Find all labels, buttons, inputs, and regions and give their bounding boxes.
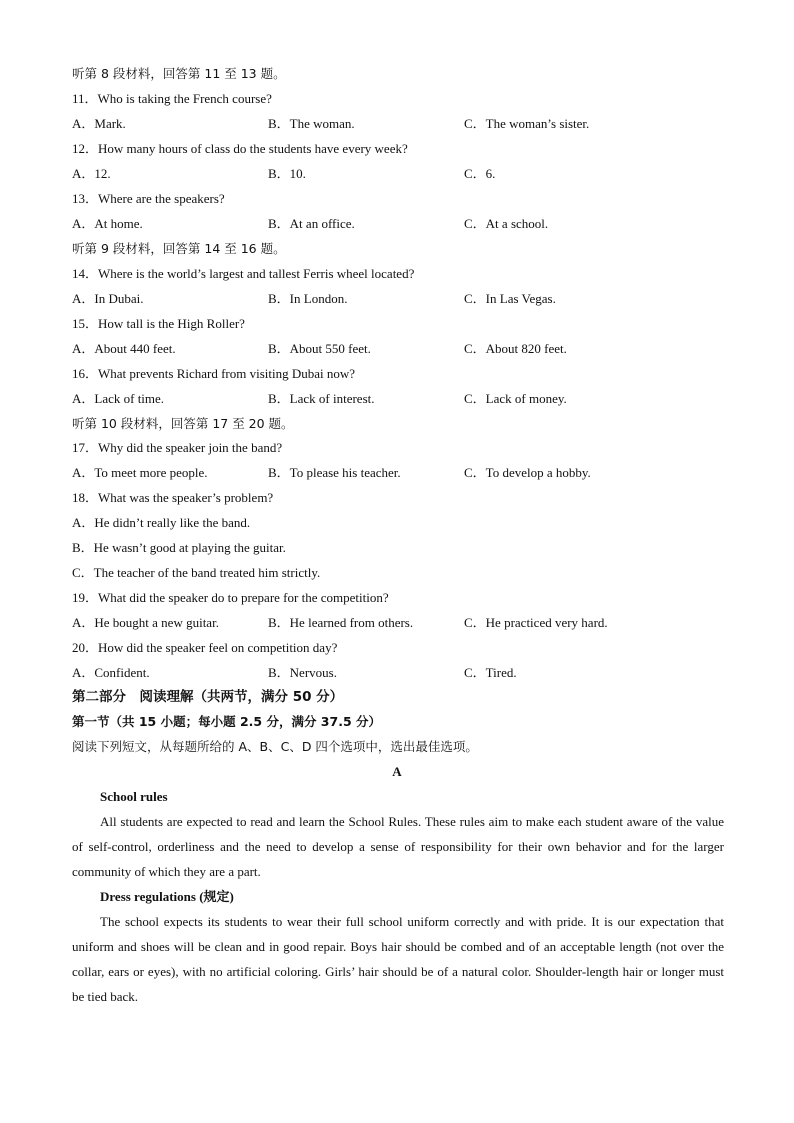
option-18-a: A．He didn’t really like the band. <box>72 515 251 530</box>
option-11-c: C．The woman’s sister. <box>464 116 590 131</box>
paragraph-1-text: All students are expected to read and learn the School Rules. These rules aim to make each student aware of the value of self-control, orderliness and the need to develop a sense of responsibility for their own behavior and for the larger community of which they are a part. <box>72 814 724 879</box>
option-16-b: B．Lack of interest. <box>268 391 375 406</box>
option-13-b: B．At an office. <box>268 216 355 231</box>
question-18: 18．What was the speaker’s problem? <box>72 490 274 505</box>
option-16-c: C．Lack of money. <box>464 391 567 406</box>
question-13: 13．Where are the speakers? <box>72 191 225 206</box>
option-12-b: B．10. <box>268 166 306 181</box>
option-15-c: C．About 820 feet. <box>464 341 567 356</box>
question-15: 15．How tall is the High Roller? <box>72 316 245 331</box>
passage-paragraph-1 <box>72 809 724 884</box>
option-16-a: A．Lack of time. <box>72 391 165 406</box>
question-19: 19．What did the speaker do to prepare for the competition? <box>72 590 389 605</box>
passage-heading-school-rules: School rules <box>100 789 168 804</box>
option-14-c: C．In Las Vegas. <box>464 291 556 306</box>
reading-instruction: 阅读下列短文，从每题所给的 A、B、C、D 四个选项中，选出最佳选项。 <box>72 739 478 754</box>
question-11: 11．Who is taking the French course? <box>72 91 272 106</box>
question-16: 16．What prevents Richard from visiting Dubai now? <box>72 366 356 381</box>
option-12-a: A．12. <box>72 166 111 181</box>
option-11-b: B．The woman. <box>268 116 355 131</box>
question-14: 14．Where is the world’s largest and tallest Ferris wheel located? <box>72 266 415 281</box>
question-12: 12．How many hours of class do the students have every week? <box>72 141 408 156</box>
passage-paragraph-2 <box>72 909 724 1009</box>
option-19-a: A．He bought a new guitar. <box>72 615 219 630</box>
option-19-c: C．He practiced very hard. <box>464 615 608 630</box>
passage-letter: A <box>392 764 402 779</box>
option-17-b: B．To please his teacher. <box>268 465 401 480</box>
question-17: 17．Why did the speaker join the band? <box>72 440 283 455</box>
option-20-c: C．Tired. <box>464 665 517 680</box>
option-11-a: A．Mark. <box>72 116 126 131</box>
option-13-a: A．At home. <box>72 216 143 231</box>
question-20: 20．How did the speaker feel on competition day? <box>72 640 338 655</box>
option-15-b: B．About 550 feet. <box>268 341 371 356</box>
option-20-a: A．Confident. <box>72 665 150 680</box>
listening-intro-10: 听第 10 段材料，回答第 17 至 20 题。 <box>72 416 294 431</box>
part-two-title: 第二部分 阅读理解（共两节，满分 50 分） <box>72 689 344 705</box>
section-one-title: 第一节（共 15 小题；每小题 2.5 分，满分 37.5 分） <box>72 714 381 729</box>
option-19-b: B．He learned from others. <box>268 615 414 630</box>
paragraph-2-text: The school expects its students to wear their full school uniform correctly and with pride. It is our expectation that uniform and shoes will be clean and in good repair. Boys hair should be combed and of an acceptable length (not over the collar, ears or eyes), with no artificial coloring. Girls’ hair should be of a natural color. Shoulder-length hair or longer must be tied back. <box>72 914 724 1004</box>
option-17-a: A．To meet more people. <box>72 465 208 480</box>
option-18-b: B．He wasn’t good at playing the guitar. <box>72 540 286 555</box>
option-14-b: B．In London. <box>268 291 348 306</box>
option-12-c: C．6. <box>464 166 496 181</box>
option-20-b: B．Nervous. <box>268 665 337 680</box>
listening-intro-8: 听第 8 段材料，回答第 11 至 13 题。 <box>72 66 286 81</box>
option-17-c: C．To develop a hobby. <box>464 465 591 480</box>
option-15-a: A．About 440 feet. <box>72 341 176 356</box>
option-13-c: C．At a school. <box>464 216 549 231</box>
passage-heading-dress-regulations: Dress regulations (规定) <box>100 889 234 904</box>
listening-intro-9: 听第 9 段材料，回答第 14 至 16 题。 <box>72 241 286 256</box>
option-18-c: C．The teacher of the band treated him strictly. <box>72 565 321 580</box>
option-14-a: A．In Dubai. <box>72 291 144 306</box>
